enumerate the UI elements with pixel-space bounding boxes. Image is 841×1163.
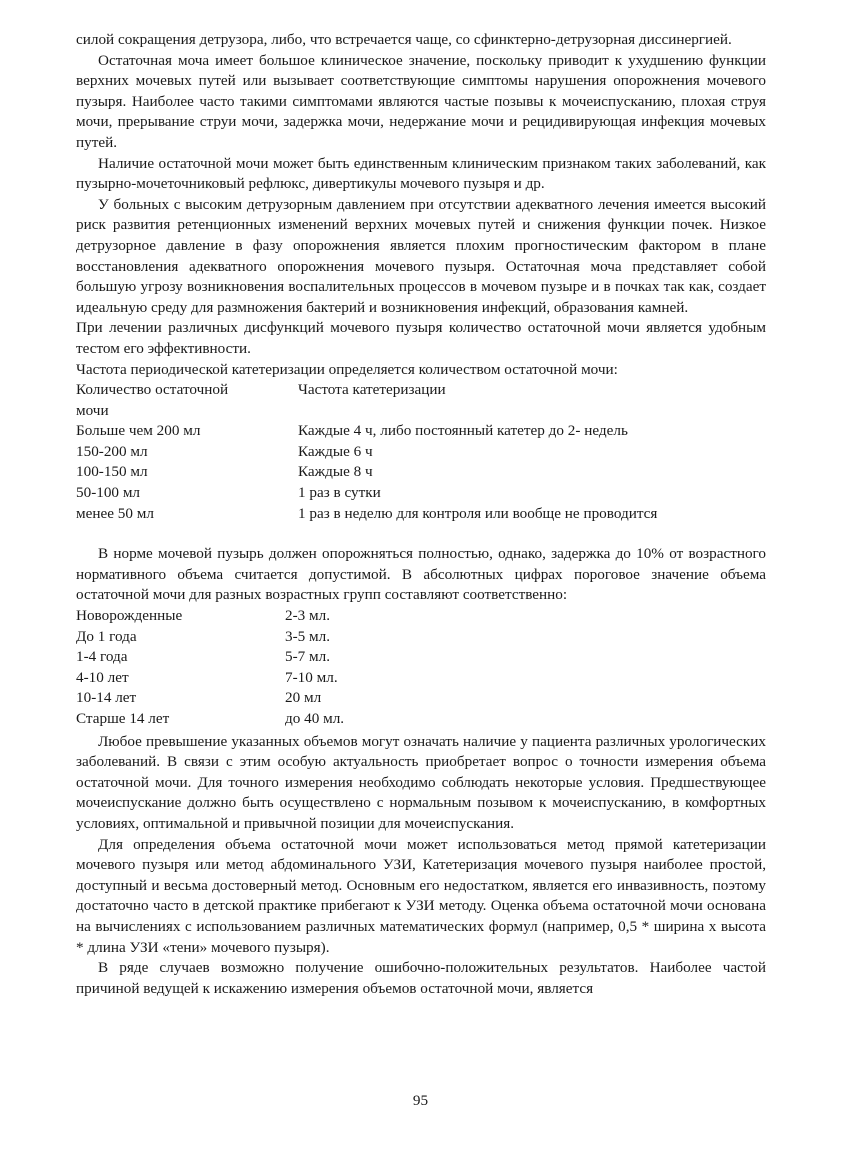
table-cell-volume: 5-7 мл. [285, 648, 331, 666]
table-cell-amount: Больше чем 200 мл [76, 422, 201, 440]
table-cell-age: 1-4 года [76, 648, 128, 666]
table-header-amount: Количество остаточной мочи [76, 381, 229, 419]
paragraph-6: Частота периодической катетеризации определяется количеством остаточной мочи: [76, 360, 618, 378]
paragraph-1: силой сокращения детрузора, либо, что встречается чаще, со сфинктерно-детрузорная диссинергией. [76, 31, 732, 48]
spacer [76, 524, 766, 544]
page-body [76, 30, 766, 999]
table-cell-volume: 3-5 мл. [285, 627, 331, 645]
table-cell-frequency: Каждые 8 ч [298, 463, 373, 481]
paragraph-8: Любое превышение указанных объемов могут означать наличие у пациента различных урологических заболеваний. В связи с этим особую актуальность приобретает вопрос о точности измерения объема остаточной мочи. Для точного измерения необходимо соблюдать некоторые условия. Предшествующее мочеиспускание должно быть осуществлено с нормальным позывом к мочеиспусканию, в комфортных условиях, оптимальной и привычной позиции для мочеиспускания. [76, 732, 766, 832]
table-cell-frequency: Каждые 6 ч [298, 442, 373, 460]
age-volume-table [76, 606, 766, 730]
table-cell-frequency: 1 раз в сутки [298, 484, 381, 502]
page-number: 95 [412, 1092, 429, 1109]
table-cell-age: 10-14 лет [76, 689, 137, 707]
paragraph-3: Наличие остаточной мочи может быть единственным клиническим признаком таких заболеваний, как пузырно-мочеточниковый рефлюкс, дивертикулы мочевого пузыря и др. [76, 154, 766, 193]
table-cell-volume: 20 мл [285, 689, 322, 707]
table-cell-age: Старше 14 лет [76, 710, 170, 727]
paragraph-7: В норме мочевой пузырь должен опорожняться полностью, однако, задержка до 10% от возрастного нормативного объема считается допустимой. В абсолютных цифрах пороговое значение объема остаточной мочи для разных возрастных групп составляют соответственно: [76, 545, 766, 604]
paragraph-10: В ряде случаев возможно получение ошибочно-положительных результатов. Наиболее частой причиной ведущей к искажению измерения объемов остаточной мочи, является [76, 959, 766, 997]
paragraph-5: При лечении различных дисфункций мочевого пузыря количество остаточной мочи является удобным тестом его эффективности. [76, 319, 766, 357]
table-cell-volume: 2-3 мл. [285, 607, 331, 625]
table-cell-frequency: Каждые 4 ч, либо постоянный катетер до 2- недель [298, 422, 628, 440]
table-cell-volume: до 40 мл. [285, 710, 345, 727]
table-cell-amount: 100-150 мл [76, 463, 148, 481]
table-header-frequency: Частота катетеризации [298, 381, 446, 399]
table-cell-amount: 50-100 мл [76, 484, 141, 502]
paragraph-9: Для определения объема остаточной мочи может использоваться метод прямой катетеризации мочевого пузыря или метод абдоминального УЗИ, Катетеризация мочевого пузыря наиболее простой, доступный и весьма достоверный метод. Основным его недостатком, является его инвазивность, поэтому достаточно часто в детской практике прибегают к УЗИ методу. Оценка объема остаточной мочи основана на вычислениях с использованием различных математических формул (например, 0,5 * ширина х высота * длина УЗИ «тени» мочевого пузыря). [76, 835, 766, 956]
table-cell-frequency: 1 раз в неделю для контроля или вообще не проводится [298, 504, 658, 522]
table-cell-amount: 150-200 мл [76, 442, 148, 460]
catheterization-table [76, 380, 766, 524]
paragraph-2: Остаточная моча имеет большое клиническое значение, поскольку приводит к ухудшению функции верхних мочевых путей или вызывает соответствующие симптомы нарушения опорожнения мочевого пузыря. Наиболее часто такими симптомами являются частые позывы к мочеиспусканию, плохая струя мочи, прерывание струи мочи, задержка мочи, недержание мочи и рецидивирующая инфекция мочевых путей. [76, 51, 766, 151]
table-cell-age: До 1 года [76, 627, 137, 645]
paragraph-4: У больных с высоким детрузорным давлением при отсутствии адекватного лечения имеется высокий риск развития ретенционных изменений верхних мочевых путей и снижения функции почек. Низкое детрузорное давление в фазу опорожнения является плохим прогностическим фактором в плане восстановления адекватного опорожнения мочевого пузыря. Остаточная моча представляет собой большую угрозу возникновения воспалительных процессов в мочевом пузыре и в почках так как, создает идеальную среду для размножения бактерий и возникновения инфекций, образования камней. [76, 195, 766, 316]
table-cell-amount: менее 50 мл [76, 504, 154, 522]
table-cell-age: 4-10 лет [76, 668, 129, 686]
table-cell-volume: 7-10 мл. [285, 668, 338, 686]
table-cell-age: Новорожденные [76, 607, 183, 625]
